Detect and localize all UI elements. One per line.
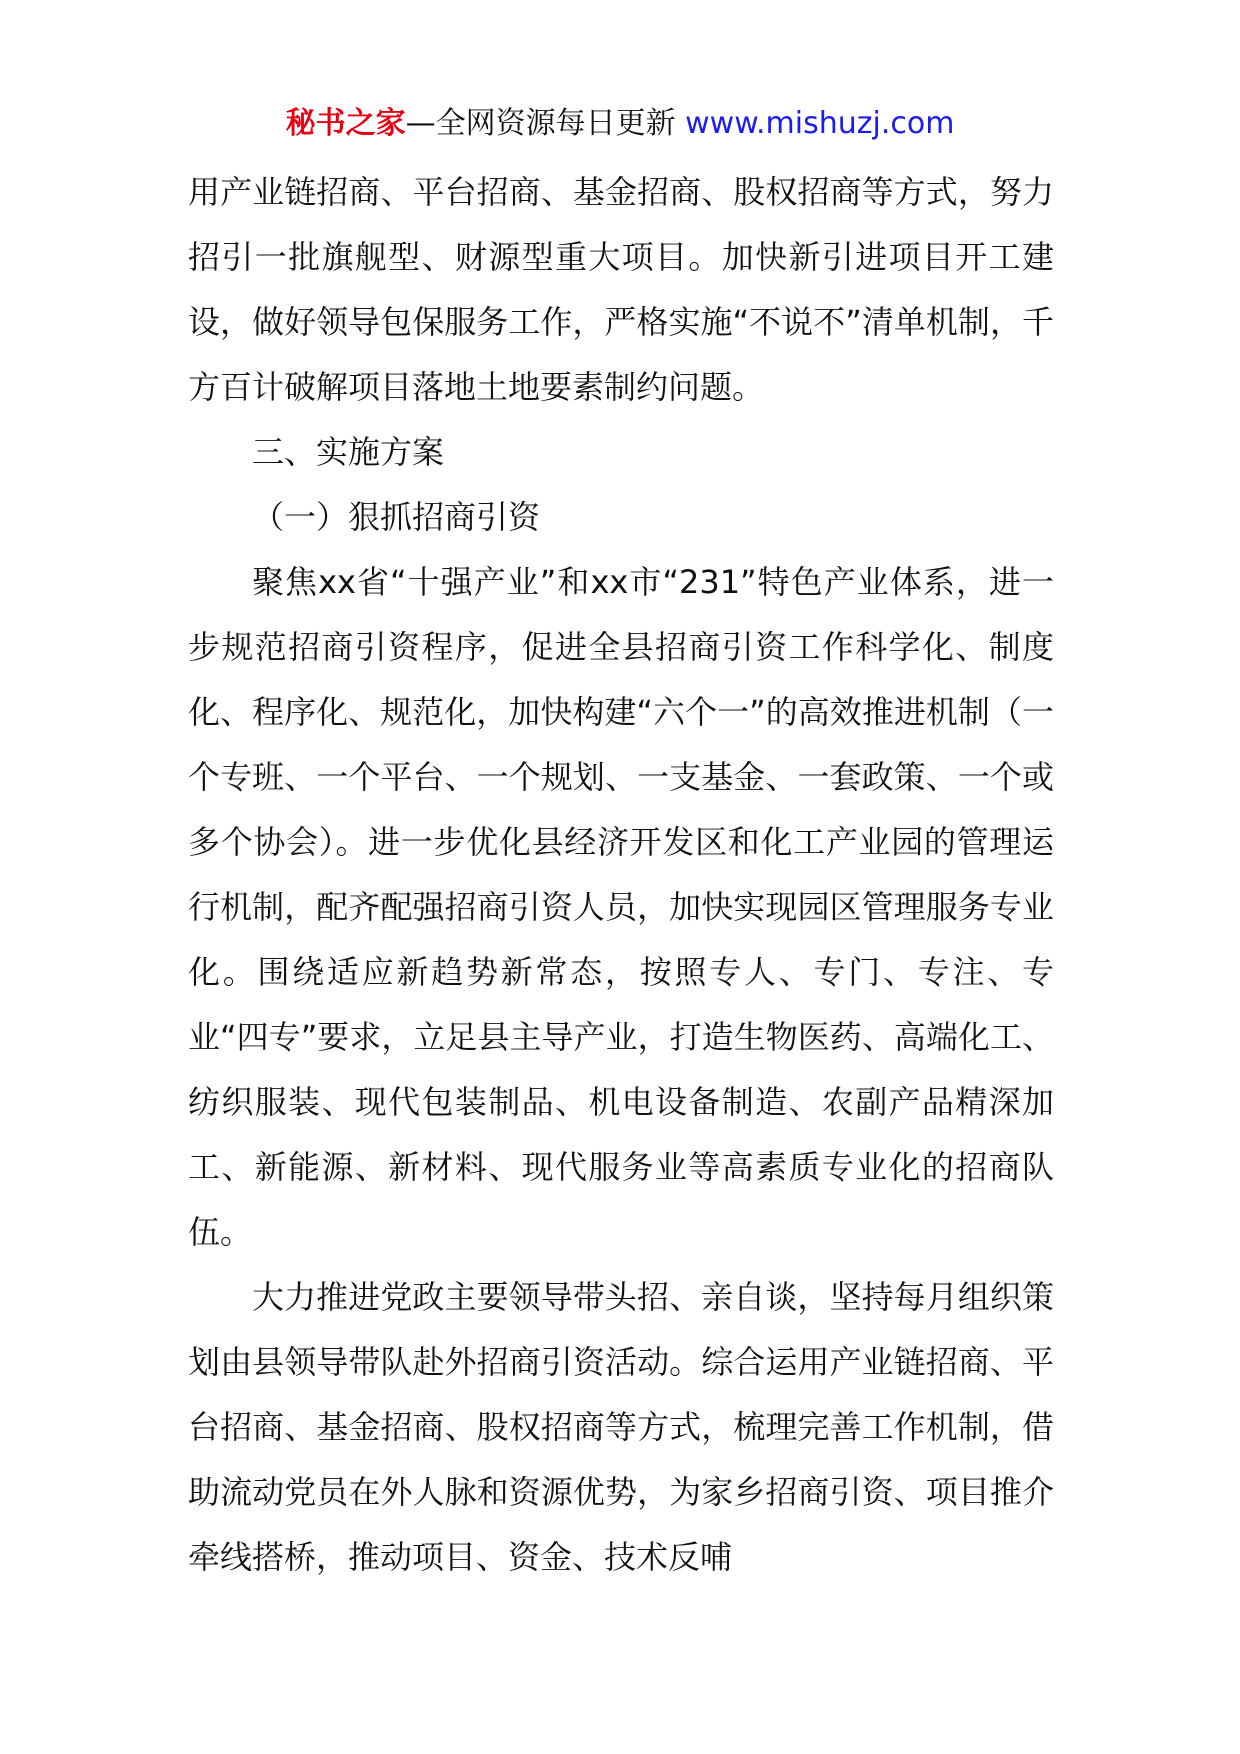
subsection-heading: （一）狠抓招商引资 (252, 498, 541, 536)
paragraph-continuation: 用产业链招商、平台招商、基金招商、股权招商等方式，努力招引一批旗舰型、财源型重大项目。加快新引进项目开工建设，做好领导包保服务工作，严格实施“不说不”清单机制，千方百计破解项目落地土地要素制约问题。 (188, 173, 1054, 406)
section-heading: 三、实施方案 (252, 433, 445, 471)
header-tagline: —全网资源每日更新 (405, 106, 686, 141)
brand-name: 秘书之家 (285, 106, 406, 141)
paragraph: 聚焦xx省“十强产业”和xx市“231”特色产业体系，进一步规范招商引资程序，促进全县招商引资工作科学化、制度化、程序化、规范化，加快构建“六个一”的高效推进机制（一个专班、一个平台、一个规划、一支基金、一套政策、一个或多个协会）。进一步优化县经济开发区和化工产业园的管理运行机制，配齐配强招商引资人员，加快实现园区管理服务专业化。围绕适应新趋势新常态，按照专人、专门、专注、专业“四专”要求，立足县主导产业，打造生物医药、高端化工、纺织服装、现代包装制品、机电设备制造、农副产品精深加工、新能源、新材料、现代服务业等高素质专业化的招商队伍。 (188, 563, 1054, 1251)
site-url-link[interactable]: www.mishuzj.com (685, 106, 955, 141)
page-header (0, 100, 1240, 148)
paragraph: 大力推进党政主要领导带头招、亲自谈，坚持每月组织策划由县领导带队赴外招商引资活动。综合运用产业链招商、平台招商、基金招商、股权招商等方式，梳理完善工作机制，借助流动党员在外人脉和资源优势，为家乡招商引资、项目推介牵线搭桥，推动项目、资金、技术反哺 (188, 1278, 1054, 1576)
document-body (188, 160, 1054, 1590)
